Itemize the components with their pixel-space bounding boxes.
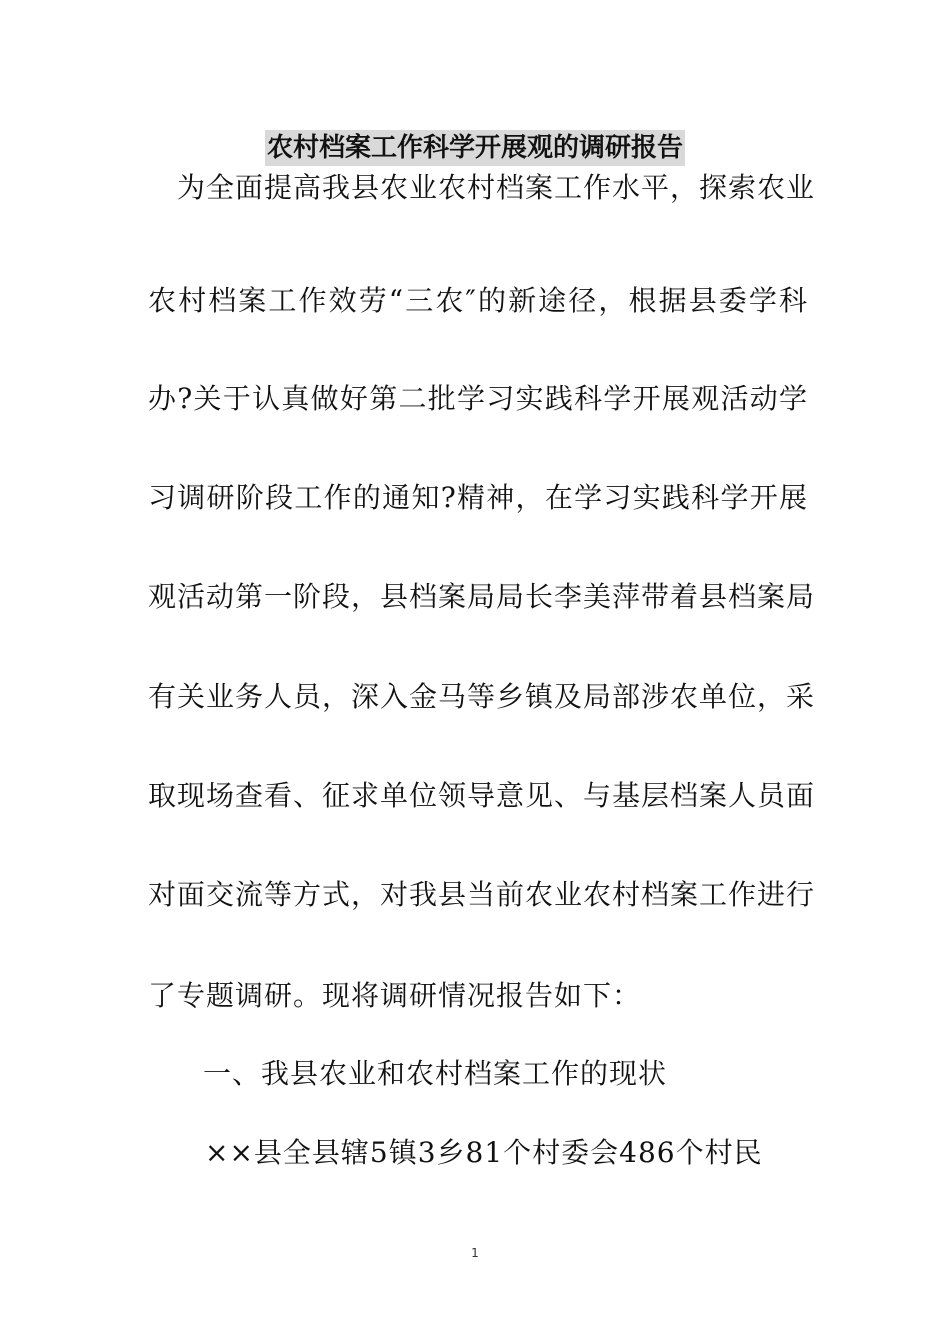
paragraph-line: 取现场查看、征求单位领导意见、与基层档案人员面 <box>148 779 816 812</box>
paragraph-line: 农村档案工作效劳“三农″的新途径，根据县委学科 <box>148 284 808 317</box>
paragraph-line: 办?关于认真做好第二批学习实践科学开展观活动学 <box>148 382 808 415</box>
paragraph-line: 习调研阶段工作的通知?精神，在学习实践科学开展 <box>148 481 808 514</box>
paragraph-line: 对面交流等方式，对我县当前农业农村档案工作进行 <box>148 878 816 911</box>
paragraph-line: 观活动第一阶段，县档案局局长李美萍带着县档案局 <box>148 580 816 613</box>
paragraph-line: 了专题调研。现将调研情况报告如下： <box>148 979 642 1012</box>
paragraph-line: 有关业务人员，深入金马等乡镇及局部涉农单位，采 <box>148 680 816 713</box>
title-container <box>0 130 950 166</box>
paragraph-line: ××县全县辖5镇3乡81个村委会486个村民 <box>205 1136 763 1169</box>
page-number: 1 <box>471 1246 479 1260</box>
paragraph-line: 为全面提高我县农业农村档案工作水平，探索农业 <box>148 171 816 204</box>
document-title: 农村档案工作科学开展观的调研报告 <box>265 130 685 166</box>
section-heading: 一、我县农业和农村档案工作的现状 <box>203 1057 668 1090</box>
